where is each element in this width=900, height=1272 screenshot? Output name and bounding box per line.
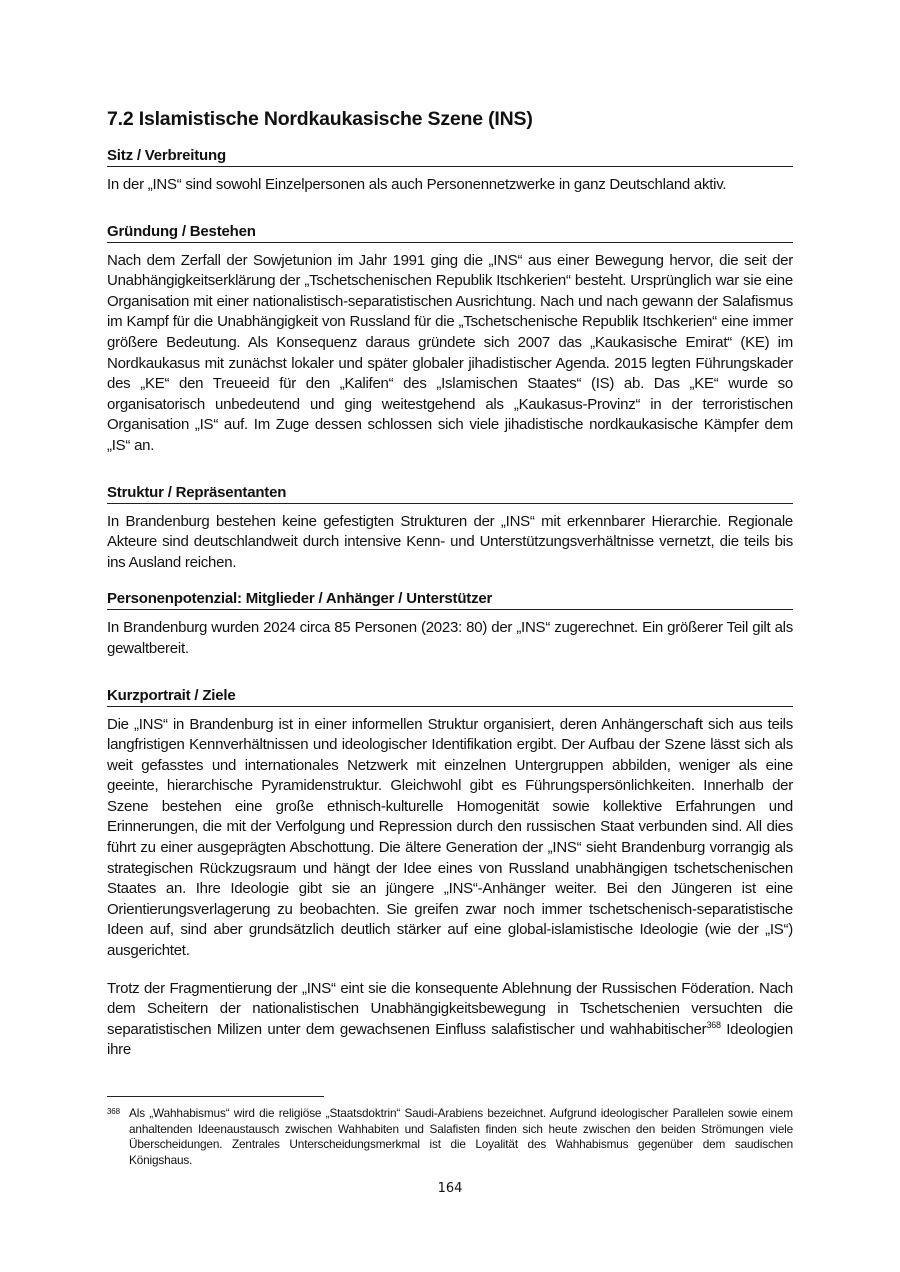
footnote bbox=[107, 1106, 793, 1168]
section-heading-kurzportrait: Kurzportrait / Ziele bbox=[107, 687, 793, 707]
page-number: 164 bbox=[437, 1181, 463, 1196]
page-title: 7.2 Islamistische Nordkaukasische Szene (INS) bbox=[107, 108, 533, 130]
footnote-number: 368 bbox=[107, 1107, 120, 1116]
section-heading-struktur: Struktur / Repräsentanten bbox=[107, 484, 793, 504]
section-text-kurzportrait-2 bbox=[107, 979, 793, 1061]
page-content bbox=[107, 108, 793, 1061]
footnote-reference[interactable]: 368 bbox=[706, 1019, 721, 1030]
section-text-gruendung: Nach dem Zerfall der Sowjetunion im Jahr 1991 ging die „INS“ aus einer Bewegung hervor, die seit der Unabhängigkeitserklärung der „Tschetschenischen Republik Itschkerien“ besteht. Ursprünglich war sie eine Organisation mit einer nationalistisch-separatistischen Ausrichtung. Nach und nach gewann der Salafismus im Kampf für die Unabhängigkeit von Russland für die „Tschetschenische Republik Itschkerien“ eine immer größere Bedeutung. Als Konsequenz daraus gründete sich 2007 das „Kaukasische Emirat“ (KE) im Nordkaukasus mit zunächst lokaler und später globaler jihadistischer Agenda. 2015 legten Führungskader des „KE“ den Treueeid für den „Kalifen“ des „Islamischen Staates“ (IS) ab. Das „KE“ wurde so organisatorisch unbedeutend und ging weitestgehend als „Kaukasus-Provinz“ in der terroristischen Organisation „IS“ auf. Im Zuge dessen schlossen sich viele jihadistische nordkaukasische Kämpfer dem „IS“ an. bbox=[107, 251, 793, 454]
section-heading-personen: Personenpotenzial: Mitglieder / Anhänger / Unterstützer bbox=[107, 590, 793, 610]
section-text-sitz: In der „INS“ sind sowohl Einzelpersonen als auch Personennetzwerke in ganz Deutschland aktiv. bbox=[107, 176, 727, 193]
section-heading-sitz: Sitz / Verbreitung bbox=[107, 147, 793, 167]
paragraph-text-part: Ideologien ihre bbox=[107, 1020, 793, 1059]
footnote-divider bbox=[107, 1096, 324, 1097]
section-text-kurzportrait-1: Die „INS“ in Brandenburg ist in einer informellen Struktur organisiert, deren Anhängerschaft sich aus teils langfristigen Kennverhältnissen und ideologischer Identifikation ergibt. Der Aufbau der Szene lässt sich als weit gefasstes und internationales Netzwerk mit einzelnen Untergruppen abbilden, weniger als eine geeinte, hierarchische Pyramidenstruktur. Gleichwohl gibt es Führungspersönlichkeiten. Innerhalb der Szene bestehen eine große ethnisch-kulturelle Homogenität sowie kollektive Erfahrungen und Erinnerungen, die mit der Verfolgung und Repression durch den russischen Staat verbunden sind. All dies führt zu einer ausgeprägten Abschottung. Die ältere Generation der „INS“ sieht Brandenburg vorrangig als strategischen Rückzugsraum und hängt der Idee eines von Russland unabhängigen tschetschenischen Staates an. Ihre Ideologie gibt sie an jüngere „INS“-Anhänger weiter. Bei den Jüngeren ist eine Orientierungsverlagerung zu beobachten. Sie greifen zwar noch immer tschetschenisch-separatistische Ideen auf, sind aber grundsätzlich deutlich stärker auf eine global-islamistische Ideologie (wie der „IS“) ausgerichtet. bbox=[107, 715, 793, 960]
section-text-personen: In Brandenburg wurden 2024 circa 85 Personen (2023: 80) der „INS“ zugerechnet. Ein größerer Teil gilt als gewaltbereit. bbox=[107, 619, 793, 657]
footnote-text: Als „Wahhabismus“ wird die religiöse „Staatsdoktrin“ Saudi-Arabiens bezeichnet. Aufgrund ideologischer Parallelen sowie einem anhaltenden Ideenaustausch zwischen Wahhabiten und Salafisten finden sich heute zwischen den beiden Strömungen viele Überscheidungen. Zentrales Unterscheidungsmerkmal ist die Loyalität des Wahhabismus gegenüber dem saudischen Königshaus. bbox=[129, 1106, 793, 1167]
section-text-struktur: In Brandenburg bestehen keine gefestigten Strukturen der „INS“ mit erkennbarer Hierarchie. Regionale Akteure sind deutschlandweit durch intensive Kenn- und Unterstützungsverhältnisse vernetzt, die teils bis ins Ausland reichen. bbox=[107, 512, 793, 571]
section-heading-gruendung: Gründung / Bestehen bbox=[107, 223, 793, 243]
paragraph-text-part: Trotz der Fragmentierung der „INS“ eint sie die konsequente Ablehnung der Russischen Föderation. Nach dem Scheitern der nationalistischen Unabhängigkeitsbewegung in Tschetschenien versuchten die separatistischen Milizen unter dem gewachsenen Einfluss salafistischer und wahhabitischer bbox=[107, 979, 793, 1038]
